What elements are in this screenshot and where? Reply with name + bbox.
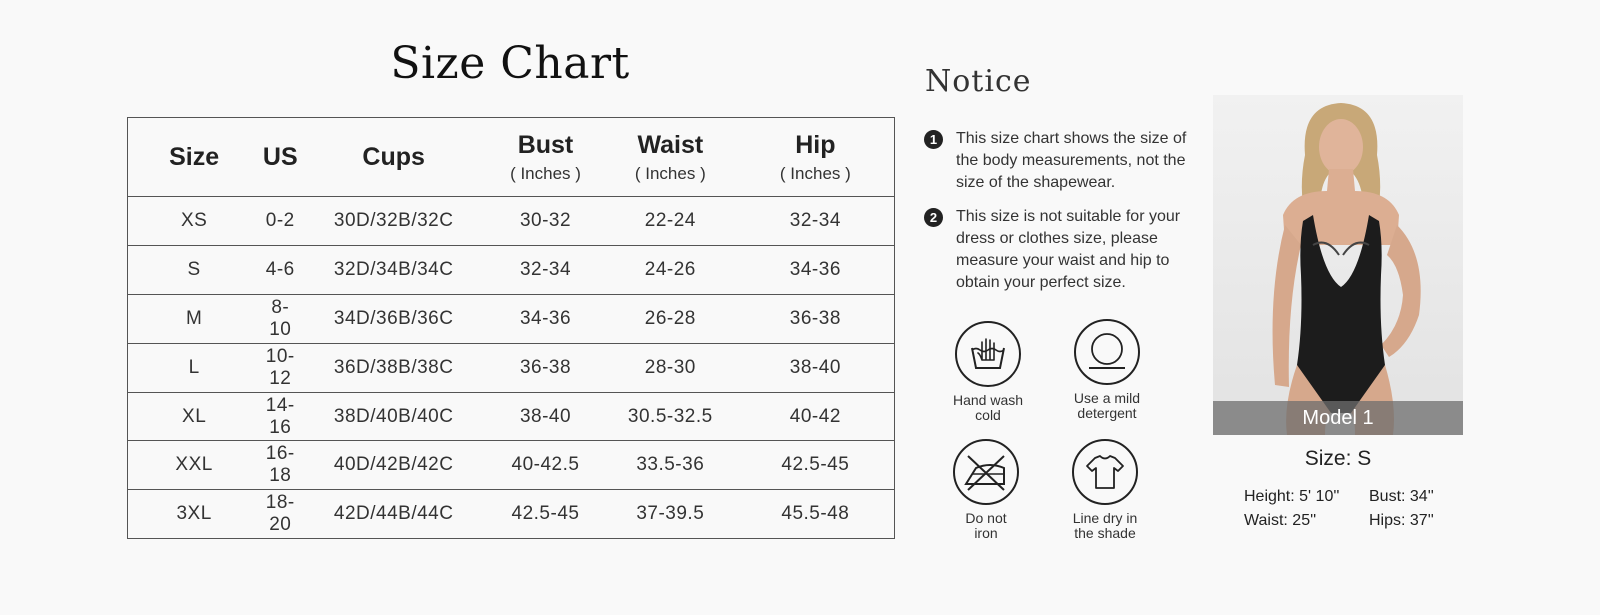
cell-bust: 32-34 <box>519 258 572 280</box>
cell-size: XXL <box>175 454 213 476</box>
cell-waist: 26-28 <box>644 307 696 329</box>
table-row <box>128 392 895 441</box>
page-title: Size Chart <box>390 38 630 89</box>
cell-cups: 42D/44B/44C <box>333 503 454 525</box>
cell-waist: 37-39.5 <box>636 503 705 525</box>
cell-us: 4-6 <box>265 258 295 280</box>
care-mild-detergent <box>1052 318 1162 421</box>
cell-waist: 22-24 <box>644 209 696 231</box>
notice-text: This size chart shows the size of the body measurements, not the size of the shapewear. <box>956 130 1187 191</box>
cell-size: XL <box>182 405 207 427</box>
header-waist: Waist ( Inches ) <box>634 130 706 183</box>
cell-size: L <box>188 356 200 378</box>
cell-cups: 38D/40B/40C <box>333 405 454 427</box>
table-header-row <box>128 118 895 197</box>
mild-detergent-icon <box>1073 318 1141 386</box>
number-badge: 2 <box>924 208 943 227</box>
cell-cups: 30D/32B/32C <box>333 209 454 231</box>
notice-title: Notice <box>925 64 1032 99</box>
cell-waist: 28-30 <box>644 356 696 378</box>
cell-hip: 38-40 <box>789 356 841 378</box>
care-label: Use a mild detergent <box>1073 390 1141 421</box>
cell-cups: 36D/38B/38C <box>333 356 454 378</box>
header-size: Size <box>169 142 220 171</box>
cell-waist: 33.5-36 <box>636 454 705 476</box>
do-not-iron-icon <box>952 438 1020 506</box>
cell-bust: 40-42.5 <box>511 454 580 476</box>
cell-us: 16-18 <box>265 443 295 487</box>
model-photo <box>1213 95 1463 435</box>
cell-us: 14-16 <box>265 394 295 438</box>
care-line-dry <box>1050 438 1160 541</box>
table-row <box>128 245 895 294</box>
notice-text: This size is not suitable for your dress or clothes size, please measure your waist and hip to obtain your perfect size. <box>956 208 1181 291</box>
cell-bust: 38-40 <box>519 405 572 427</box>
care-hand-wash <box>933 320 1043 423</box>
table-row <box>128 441 895 490</box>
header-us: US <box>262 142 298 171</box>
cell-hip: 36-38 <box>789 307 841 329</box>
cell-hip: 34-36 <box>789 258 841 280</box>
notice-item <box>924 128 1189 194</box>
size-chart-table <box>127 117 895 539</box>
care-label: Do not iron <box>965 510 1007 541</box>
cell-bust: 34-36 <box>519 307 572 329</box>
cell-bust: 42.5-45 <box>511 503 580 525</box>
model-waist: Waist: 25'' <box>1244 512 1317 529</box>
line-dry-shade-icon <box>1071 438 1139 506</box>
notice-item <box>924 206 1189 294</box>
cell-us: 0-2 <box>265 209 295 231</box>
cell-cups: 34D/36B/36C <box>333 307 454 329</box>
header-cups: Cups <box>362 142 425 171</box>
table-row <box>128 197 895 246</box>
cell-us: 8-10 <box>269 296 292 340</box>
cell-bust: 36-38 <box>519 356 572 378</box>
cell-size: S <box>187 258 201 280</box>
cell-hip: 42.5-45 <box>781 454 850 476</box>
model-size: Size: S <box>1304 447 1372 470</box>
model-height: Height: 5' 10'' <box>1244 488 1340 505</box>
model-bust: Bust: 34'' <box>1369 488 1434 505</box>
cell-cups: 40D/42B/42C <box>333 454 454 476</box>
cell-us: 18-20 <box>265 492 295 536</box>
care-label: Line dry in the shade <box>1072 510 1138 541</box>
cell-us: 10-12 <box>265 345 295 389</box>
table-row <box>128 294 895 343</box>
care-label: Hand wash cold <box>952 392 1024 423</box>
cell-hip: 32-34 <box>789 209 841 231</box>
cell-cups: 32D/34B/34C <box>333 258 454 280</box>
cell-waist: 30.5-32.5 <box>627 405 713 427</box>
table-row <box>128 490 895 539</box>
cell-size: M <box>185 307 203 329</box>
cell-size: 3XL <box>176 503 212 525</box>
cell-hip: 45.5-48 <box>781 503 850 525</box>
cell-hip: 40-42 <box>789 405 841 427</box>
number-badge: 1 <box>924 130 943 149</box>
cell-size: XS <box>180 209 208 231</box>
header-hip: Hip ( Inches ) <box>779 130 851 183</box>
model-hips: Hips: 37'' <box>1369 512 1434 529</box>
model-figure-image <box>1213 95 1463 435</box>
cell-bust: 30-32 <box>519 209 572 231</box>
hand-wash-icon <box>954 320 1022 388</box>
header-bust: Bust ( Inches ) <box>510 130 581 183</box>
care-do-not-iron <box>931 438 1041 541</box>
cell-waist: 24-26 <box>644 258 696 280</box>
model-caption: Model 1 <box>1213 401 1463 435</box>
table-row <box>128 343 895 392</box>
